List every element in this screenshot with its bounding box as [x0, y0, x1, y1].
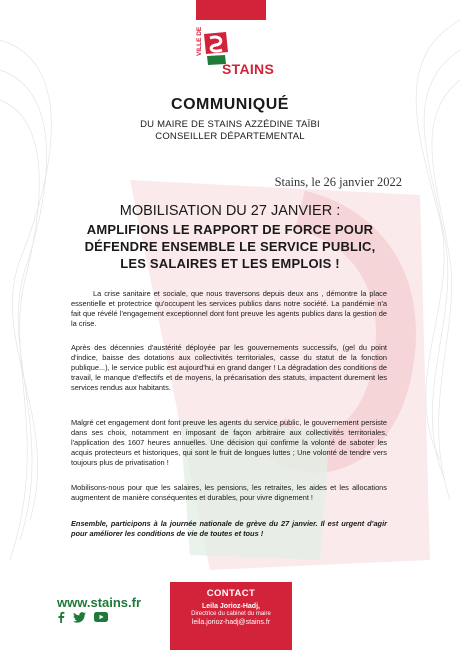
document-date: Stains, le 26 janvier 2022 [274, 175, 402, 189]
contact-box [170, 582, 292, 650]
subtitle-role: CONSEILLER DÉPARTEMENTAL [155, 131, 305, 142]
headline-line-3: DÉFENDRE ENSEMBLE LE SERVICE PUBLIC, [84, 239, 376, 254]
headline-line-2: AMPLIFIONS LE RAPPORT DE FORCE POUR [86, 222, 374, 237]
headline-line-4: LES SALAIRES ET LES EMPLOIS ! [120, 256, 340, 271]
youtube-icon[interactable] [94, 612, 108, 622]
contact-email[interactable]: leila.jorioz-hadj@stains.fr [191, 619, 271, 626]
subtitle-mayor: DU MAIRE DE STAINS AZZÉDINE TAÏBI [140, 119, 320, 130]
social-icons [57, 611, 108, 623]
contact-role: Directrice du cabinet du maire [191, 611, 271, 617]
contact-title: CONTACT [206, 588, 256, 599]
closing-statement: Ensemble, participons à la journée nationale de grève du 27 janvier. Il est urgent d'agir pour améliorer les conditions de vie de toutes et tous ! [71, 519, 387, 538]
body-paragraph-2: Après des décennies d'austérité déployée par les gouvernements successifs, (gel du point d'indice, baisse des dotations aux collectivités territoriales, casse du statut de la fonction publique...), le service public est aujourd'hui en grand danger ! La dégradation des conditions de travail, le manque d'effectifs et de moyens, la précarisation des statuts, impactent durement les services rendus aux habitants. [71, 343, 387, 392]
website-link[interactable]: www.stains.fr [57, 595, 142, 610]
facebook-icon[interactable] [57, 611, 65, 623]
body-paragraph-1: La crise sanitaire et sociale, que nous traversons depuis deux ans , démontre la place essentielle et protectrice qu'occupent les services publics dans notre société. La pandémie n'a fait que révélé l'engagement exceptionnel dont font preuve les agents publics dans la gestion de la crise. [71, 289, 387, 328]
contact-name: Leila Jorioz-Hadj, [202, 603, 260, 610]
logo-stains-text: STAINS [222, 61, 275, 77]
top-red-band [196, 0, 266, 20]
document-title: COMMUNIQUÉ [171, 96, 289, 113]
twitter-icon[interactable] [73, 612, 86, 623]
body-paragraph-3: Malgré cet engagement dont font preuve les agents du service public, le gouvernement persiste dans ses choix, notamment en imposant de façon arbitraire aux collectivités territoriales, l'application des 1607 heures annuelles. Une décision qui confirme la volonté de saboter les acquis protecteurs et historiques, qui sont le fruit de longues luttes ; Une volonté de tendre vers toujours plus de privatisation ! [71, 418, 387, 467]
headline-line-1: MOBILISATION DU 27 JANVIER : [119, 203, 341, 219]
body-paragraph-4: Mobilisons-nous pour que les salaires, les pensions, les retraites, les aides et les allocations augmentent de manière conséquentes et durables, pour vivre dignement ! [71, 483, 387, 502]
logo-ville-de-text: VILLE DE [196, 26, 203, 56]
stains-logo [196, 30, 275, 88]
